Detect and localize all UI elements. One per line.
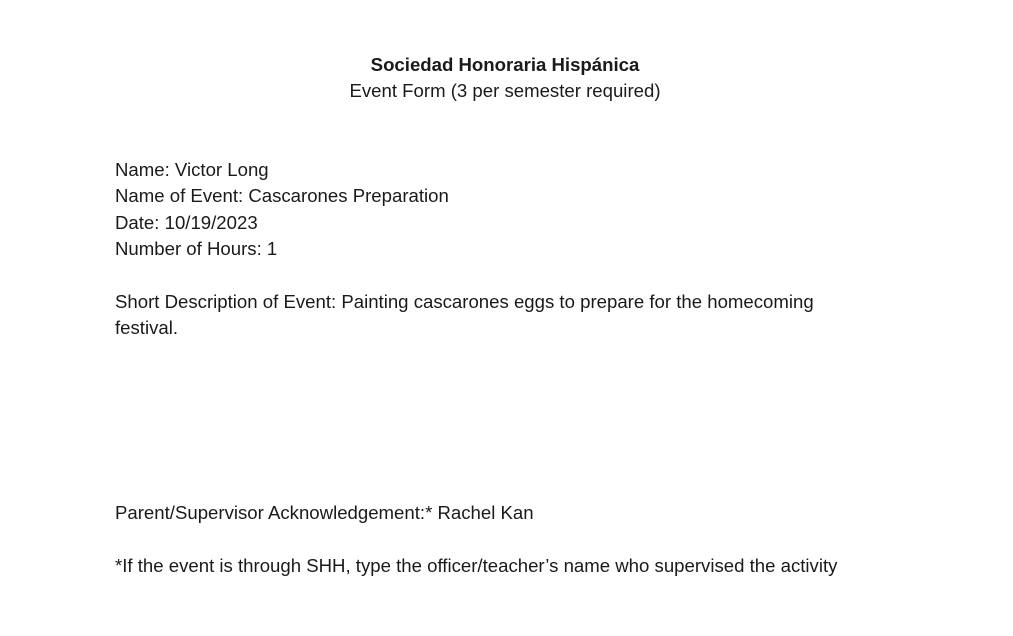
event-fields xyxy=(115,157,895,262)
event-hours-field: Number of Hours: 1 xyxy=(115,237,278,259)
supervisor-acknowledgement: Parent/Supervisor Acknowledgement:* Rachel Kan xyxy=(115,502,534,523)
event-date-field: Date: 10/19/2023 xyxy=(115,211,258,233)
event-description-line-1: Short Description of Event: Painting cascarones eggs to prepare for the homecoming xyxy=(115,291,814,312)
document-subtitle: Event Form (3 per semester required) xyxy=(349,80,661,101)
event-name-field: Name of Event: Cascarones Preparation xyxy=(115,185,449,207)
document-header xyxy=(0,52,1010,104)
student-name-field: Name: Victor Long xyxy=(115,159,269,180)
event-description-line-2: festival. xyxy=(115,317,179,339)
document-title: Sociedad Honoraria Hispánica xyxy=(370,54,640,75)
event-description xyxy=(115,289,895,342)
footnote: *If the event is through SHH, type the officer/teacher’s name who supervised the activity xyxy=(115,555,838,576)
